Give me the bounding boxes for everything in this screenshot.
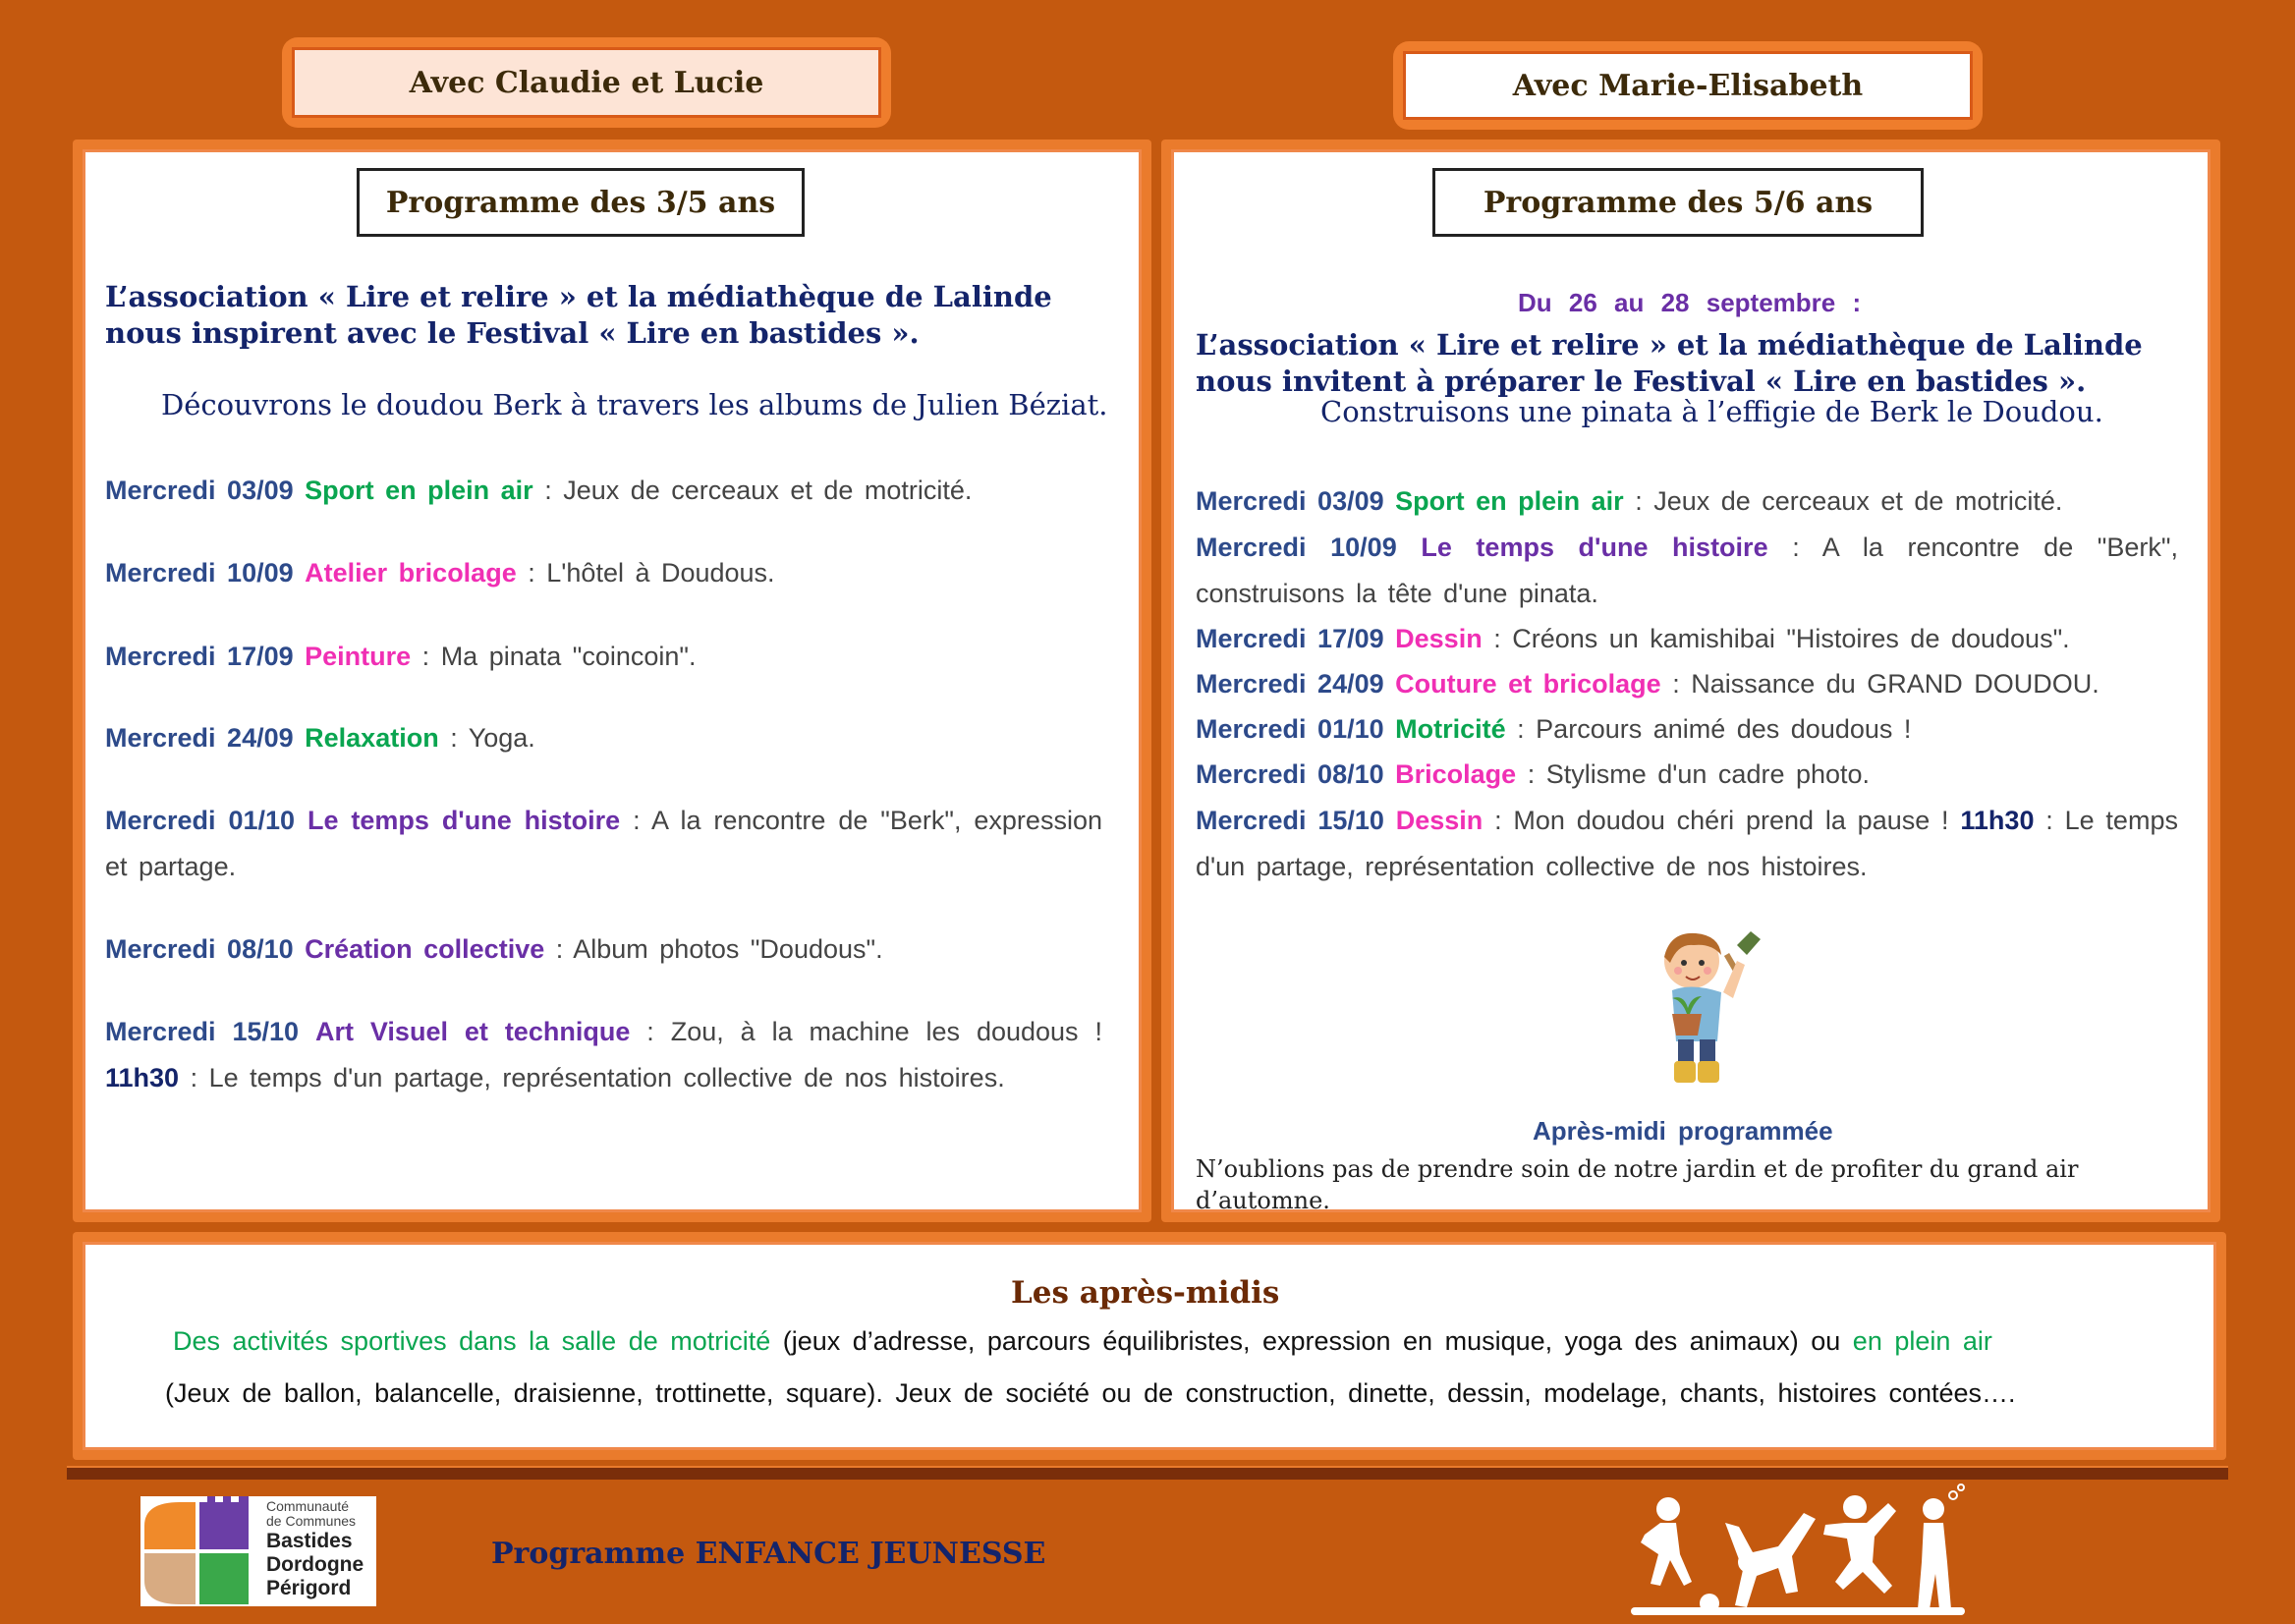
- footer-title: Programme ENFANCE JEUNESSE: [491, 1537, 1046, 1571]
- schedule-activity: Peinture: [305, 642, 412, 671]
- schedule-activity: Dessin: [1395, 806, 1483, 835]
- left-program-title: Programme des 3/5 ans: [357, 168, 805, 237]
- schedule-day: Mercredi 10/09: [105, 558, 294, 588]
- schedule-day: Mercredi 03/09: [105, 476, 294, 505]
- afternoons-text1: (jeux d’adresse, parcours équilibristes, expression en musique, yoga des animaux) ou: [770, 1326, 1853, 1356]
- schedule-separator: :: [1660, 669, 1692, 699]
- schedule-separator: :: [516, 558, 547, 588]
- schedule-activity: Le temps d'une histoire: [1421, 532, 1768, 562]
- schedule-extra-description: : Le temps d'un partage, représentation collective de nos histoires.: [179, 1063, 1005, 1092]
- right-schedule-item: [1196, 752, 2178, 798]
- tab-right: [1393, 41, 1983, 130]
- schedule-description: Zou, à la machine les doudous !: [670, 1017, 1102, 1046]
- right-intro: L’association « Lire et relire » et la médiathèque de Lalinde nous invitent à préparer le Festival « Lire en bastides ».: [1196, 328, 2143, 398]
- right-afternoon-text: N’oublions pas de prendre soin de notre jardin et de profiter du grand air d’automne.: [1196, 1155, 2079, 1214]
- right-schedule-item: [1196, 478, 2178, 525]
- afternoons-line2: (Jeux de ballon, balancelle, draisienne, trottinette, square). Jeux de société ou de construction, dinette, dessin, modelage, chants, histoires contées….: [165, 1378, 2016, 1408]
- schedule-activity: Couture et bricolage: [1395, 669, 1661, 699]
- schedule-activity: Le temps d'une histoire: [307, 806, 621, 835]
- schedule-description: A la rencontre de "Berk", construisons la tête d'une pinata.: [1196, 532, 2178, 608]
- schedule-activity: Création collective: [305, 934, 545, 964]
- schedule-separator: :: [630, 1017, 671, 1046]
- left-schedule-item: [105, 715, 1102, 761]
- afternoons-green1: Des activités sportives dans la salle de motricité: [173, 1326, 771, 1356]
- schedule-description: Créons un kamishibai "Histoires de doudous".: [1512, 624, 2070, 653]
- afternoons-title: Les après-midis: [1011, 1275, 1280, 1311]
- schedule-separator: :: [620, 806, 652, 835]
- right-afternoon-title: Après-midi programmée: [1533, 1116, 1833, 1146]
- right-schedule-item: [1196, 706, 2178, 753]
- kids-silhouettes: [1631, 1484, 1965, 1621]
- schedule-separator: :: [411, 642, 441, 671]
- schedule-separator: :: [1516, 759, 1546, 789]
- left-schedule-item: [105, 468, 1102, 514]
- schedule-day: Mercredi 17/09: [1196, 624, 1384, 653]
- schedule-activity: Sport en plein air: [305, 476, 533, 505]
- logo-small-2: de Communes: [266, 1513, 357, 1529]
- right-dates: Du 26 au 28 septembre :: [1518, 288, 1862, 317]
- tab-right-label: Avec Marie-Elisabeth: [1403, 51, 1973, 120]
- schedule-extra-time: 11h30: [105, 1063, 180, 1092]
- schedule-activity: Relaxation: [305, 723, 439, 753]
- schedule-day: Mercredi 03/09: [1196, 486, 1384, 516]
- schedule-description: Mon doudou chéri prend la pause !: [1513, 806, 1949, 835]
- schedule-day: Mercredi 08/10: [105, 934, 294, 964]
- schedule-description: Jeux de cerceaux et de motricité.: [1653, 486, 2063, 516]
- afternoons-green2: en plein air: [1852, 1326, 1992, 1356]
- tab-left: [282, 37, 891, 128]
- schedule-activity: Atelier bricolage: [305, 558, 517, 588]
- schedule-day: Mercredi 01/10: [105, 806, 296, 835]
- left-schedule-item: [105, 1009, 1102, 1101]
- logo-big-3: Périgord: [266, 1577, 352, 1599]
- schedule-activity: Motricité: [1395, 714, 1506, 744]
- left-schedule-item: [105, 798, 1102, 890]
- schedule-day: Mercredi 08/10: [1196, 759, 1384, 789]
- left-intro: L’association « Lire et relire » et la médiathèque de Lalinde nous inspirent avec le Festival « Lire en bastides ».: [105, 280, 1052, 350]
- left-schedule-item: [105, 926, 1102, 973]
- right-program-title: Programme des 5/6 ans: [1432, 168, 1924, 237]
- schedule-separator: :: [544, 934, 574, 964]
- schedule-day: Mercredi 24/09: [105, 723, 294, 753]
- schedule-separator: :: [1623, 486, 1654, 516]
- right-subtitle: Construisons une pinata à l’effigie de Berk le Doudou.: [1320, 395, 2103, 428]
- schedule-separator: :: [1482, 624, 1513, 653]
- left-schedule-item: [105, 634, 1102, 680]
- schedule-activity: Sport en plein air: [1395, 486, 1624, 516]
- schedule-description: Jeux de cerceaux et de motricité.: [563, 476, 973, 505]
- schedule-activity: Dessin: [1395, 624, 1483, 653]
- schedule-day: Mercredi 15/10: [1196, 806, 1384, 835]
- schedule-day: Mercredi 17/09: [105, 642, 294, 671]
- left-subtitle: Découvrons le doudou Berk à travers les albums de Julien Béziat.: [161, 388, 1108, 421]
- footer-divider: [67, 1466, 2228, 1480]
- right-schedule-item: [1196, 661, 2178, 707]
- child-gardener-illustration: [1643, 924, 1764, 1087]
- schedule-separator: :: [532, 476, 564, 505]
- right-schedule-item: [1196, 798, 2178, 890]
- schedule-separator: :: [1767, 532, 1822, 562]
- schedule-description: A la rencontre de "Berk", expression et partage.: [105, 806, 1102, 881]
- schedule-extra-description: : Le temps d'un partage, représentation collective de nos histoires.: [1196, 806, 2178, 881]
- schedule-separator: :: [438, 723, 469, 753]
- logo-small-1: Communauté: [266, 1498, 350, 1514]
- left-schedule-item: [105, 550, 1102, 596]
- right-schedule-item: [1196, 616, 2178, 662]
- right-schedule-item: [1196, 525, 2178, 617]
- schedule-description: Album photos "Doudous".: [573, 934, 883, 964]
- schedule-separator: :: [1483, 806, 1514, 835]
- logo-big-2: Dordogne: [266, 1553, 364, 1576]
- schedule-day: Mercredi 01/10: [1196, 714, 1384, 744]
- schedule-description: Naissance du GRAND DOUDOU.: [1691, 669, 2099, 699]
- afternoons-line1: [173, 1326, 1992, 1357]
- tab-left-label: Avec Claudie et Lucie: [292, 47, 881, 118]
- schedule-activity: Bricolage: [1395, 759, 1517, 789]
- schedule-day: Mercredi 10/09: [1196, 532, 1397, 562]
- schedule-day: Mercredi 24/09: [1196, 669, 1384, 699]
- schedule-separator: :: [1505, 714, 1537, 744]
- schedule-day: Mercredi 15/10: [105, 1017, 300, 1046]
- community-logo: [140, 1496, 376, 1606]
- schedule-description: Yoga.: [468, 723, 535, 753]
- schedule-description: Stylisme d'un cadre photo.: [1545, 759, 1871, 789]
- logo-big-1: Bastides: [266, 1530, 353, 1552]
- schedule-description: L'hôtel à Doudous.: [546, 558, 775, 588]
- schedule-description: Ma pinata "coincoin".: [440, 642, 697, 671]
- schedule-activity: Art Visuel et technique: [314, 1017, 631, 1046]
- schedule-extra-time: 11h30: [1960, 806, 2035, 835]
- schedule-description: Parcours animé des doudous !: [1536, 714, 1912, 744]
